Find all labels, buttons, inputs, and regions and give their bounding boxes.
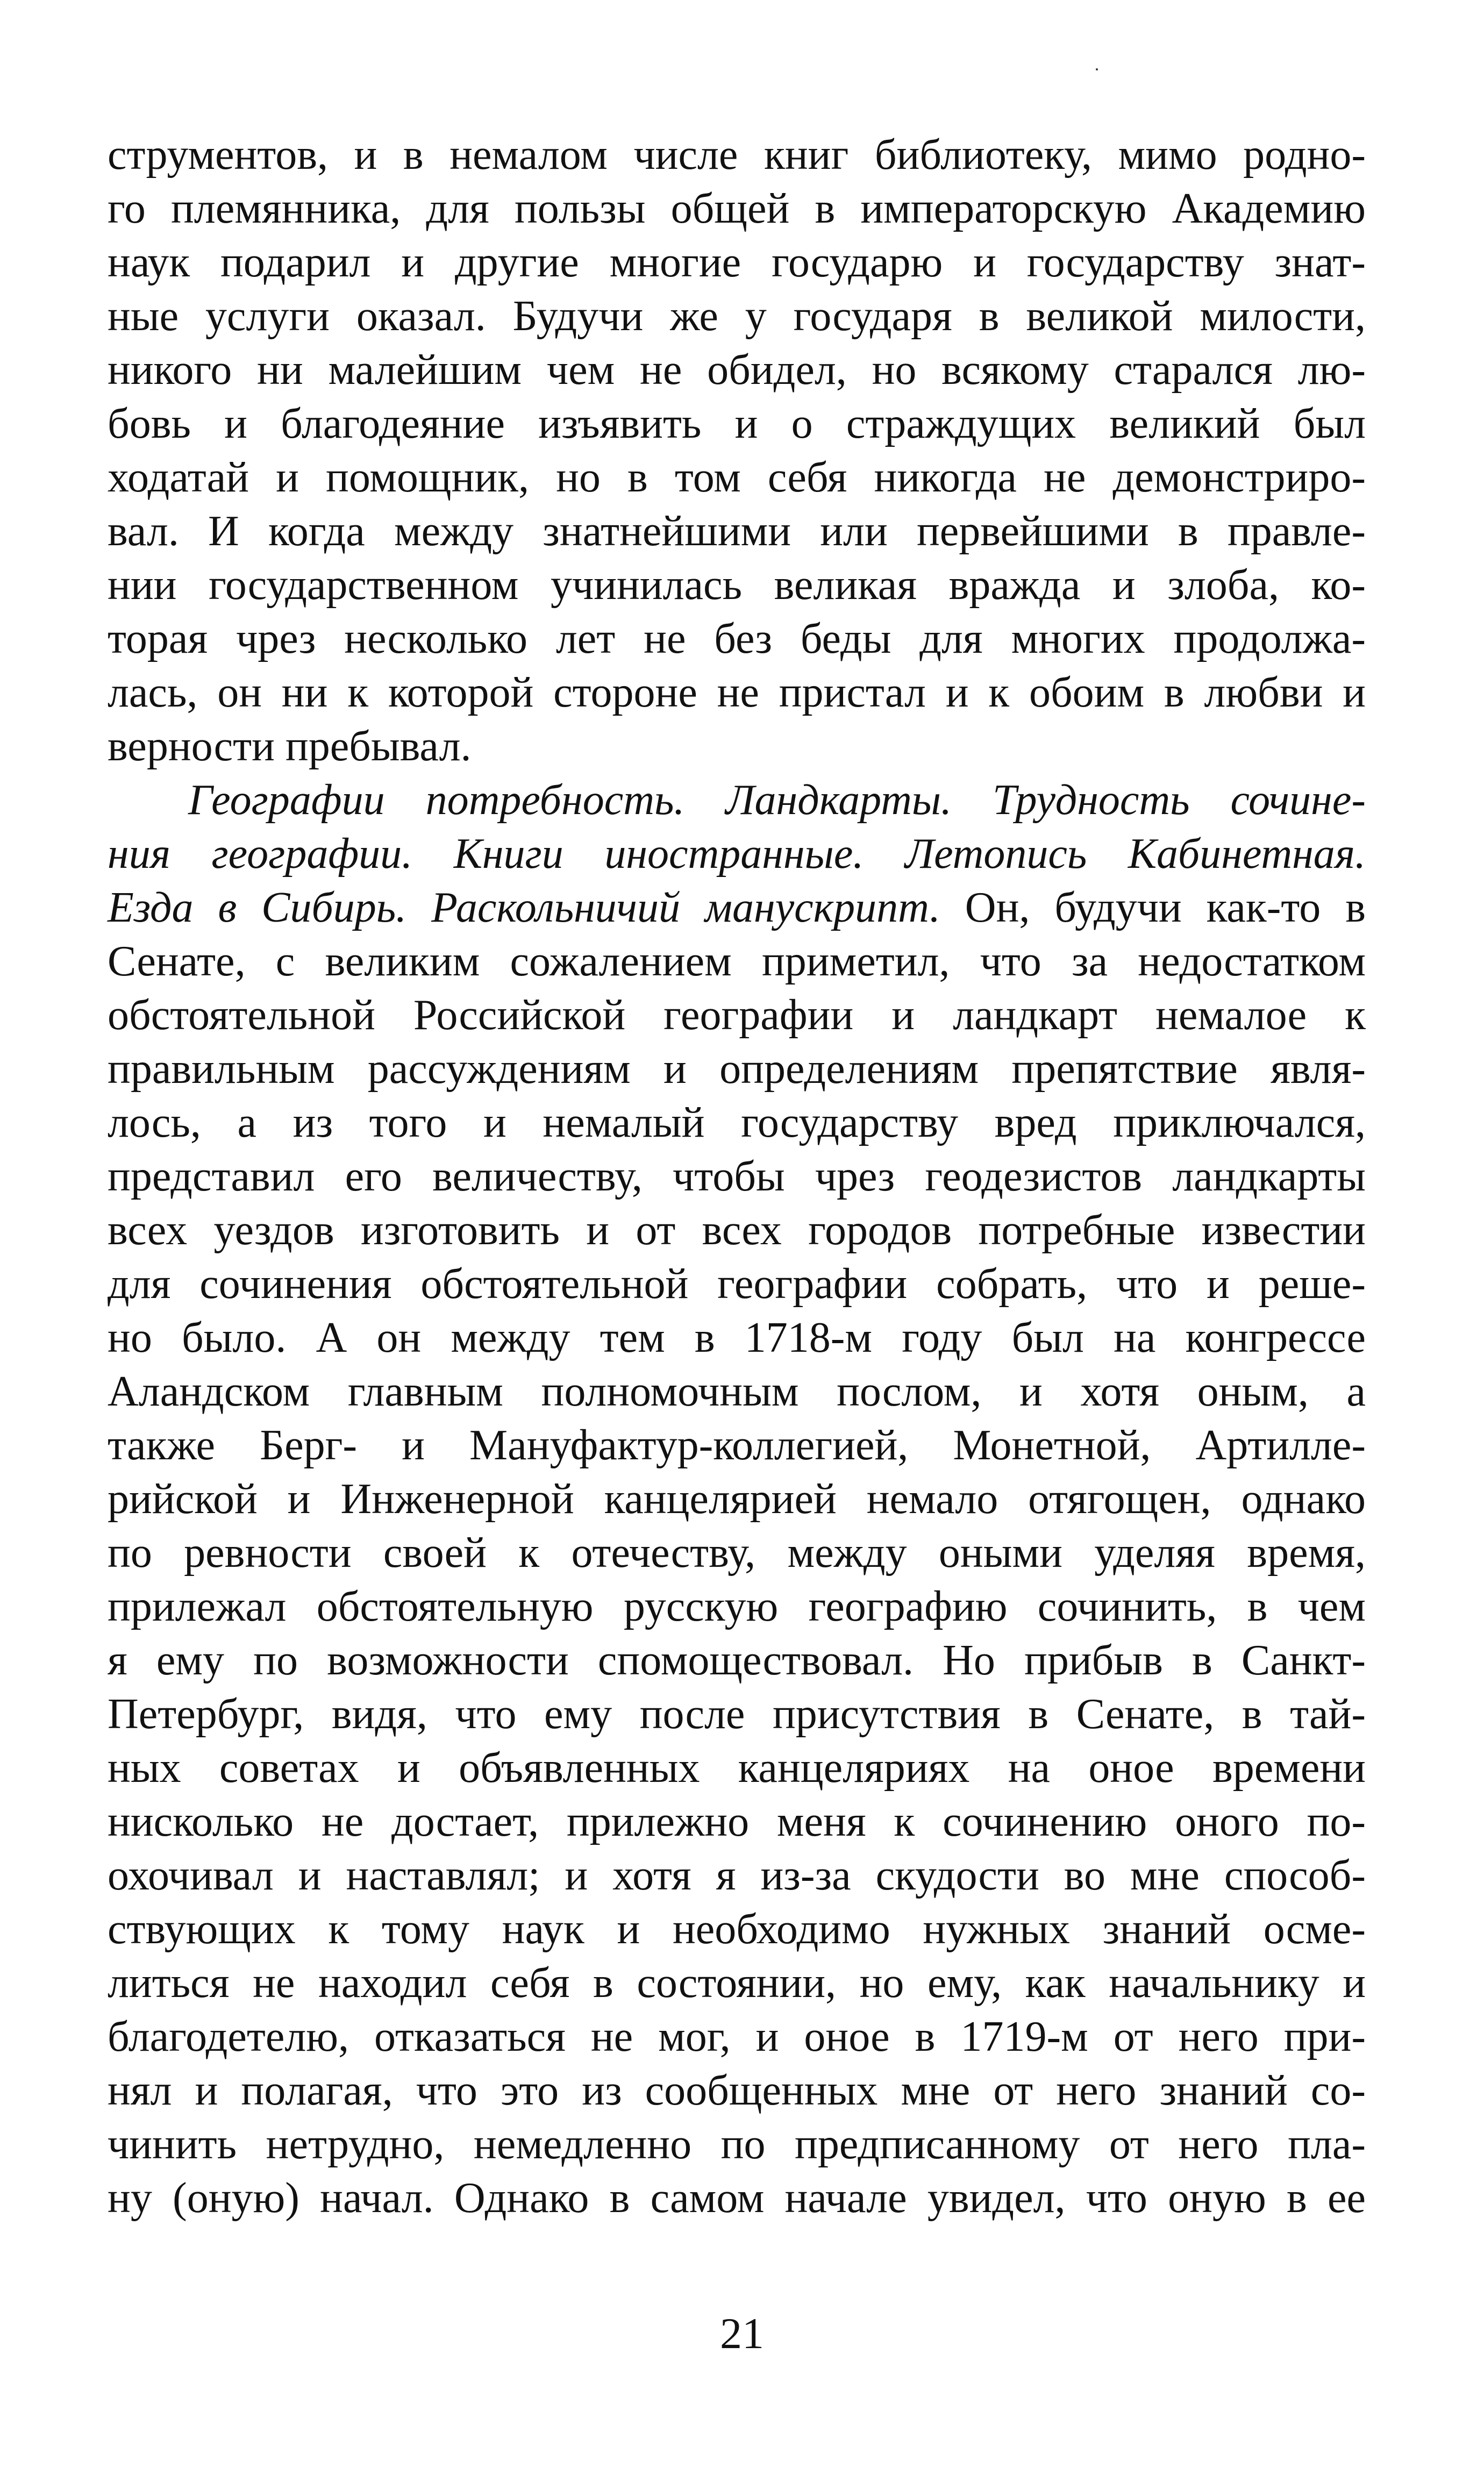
text-line [108, 1634, 1366, 1687]
text-line [108, 1418, 1366, 1472]
text-line [108, 236, 1366, 289]
page-number: 21 [720, 2309, 764, 2358]
text-segment: литься не находил себя в состоянии, но ему, как начальнику и [108, 1959, 1366, 2007]
text-segment: по ревности своей к отечеству, между оными уделяя время, [108, 1529, 1366, 1577]
text-segment: правильным рассуждениям и определениям препятствие явля- [108, 1045, 1366, 1093]
text-segment: ные услуги оказал. Будучи же у государя в великой милости, [108, 293, 1366, 340]
text-segment: ходатай и помощник, но в том себя никогда не демонстриро- [108, 454, 1366, 501]
text-segment: верности пребывал. [108, 723, 472, 770]
text-line [108, 2010, 1366, 2064]
text-line [108, 397, 1366, 451]
italic-heading-segment: Езда в Сибирь. Раскольничий манускрипт. [108, 884, 940, 931]
text-line [108, 2171, 1366, 2225]
text-line [108, 1311, 1366, 1365]
text-line [108, 773, 1366, 827]
text-segment: нии государственном учинилась великая вражда и злоба, ко- [108, 561, 1366, 609]
text-segment: охочивал и наставлял; и хотя я из-за скудости во мне способ- [108, 1852, 1366, 1899]
italic-heading-segment: Географии потребность. Ландкарты. Трудность сочине- [188, 776, 1366, 824]
italic-heading-segment: ния географии. Книги иностранные. Летопись Кабинетная. [108, 830, 1366, 878]
text-line [108, 1849, 1366, 1902]
text-line [108, 1526, 1366, 1580]
body-text [108, 128, 1366, 2225]
text-line [108, 1365, 1366, 1418]
text-segment: всех уездов изготовить и от всех городов потребные известии [108, 1207, 1366, 1254]
text-segment: никого ни малейшим чем не обидел, но всякому старался лю- [108, 346, 1366, 394]
text-segment: но было. А он между тем в 1718-м году был на конгрессе [108, 1314, 1366, 1361]
text-line [108, 504, 1366, 558]
text-line [108, 666, 1366, 719]
text-segment: Он, будучи как-то в [940, 884, 1366, 931]
text-segment: также Берг- и Мануфактур-коллегией, Монетной, Артилле- [108, 1422, 1366, 1469]
text-line [108, 1096, 1366, 1150]
text-segment: для сочинения обстоятельной географии собрать, что и реше- [108, 1260, 1366, 1308]
text-line [108, 1956, 1366, 2010]
text-segment: представил его величеству, чтобы чрез геодезистов ландкарты [108, 1153, 1366, 1200]
text-segment: торая чрез несколько лет не без беды для многих продолжа- [108, 615, 1366, 662]
text-segment: вал. И когда между знатнейшими или первейшими в правле- [108, 508, 1366, 555]
text-line [108, 1257, 1366, 1311]
text-segment: Сенате, с великим сожалением приметил, что за недостатком [108, 938, 1366, 985]
text-segment: ну (оную) начал. Однако в самом начале увидел, что оную в ее [108, 2174, 1366, 2222]
text-line [108, 182, 1366, 236]
text-line [108, 1902, 1366, 1956]
text-line [108, 451, 1366, 504]
text-segment: прилежал обстоятельную русскую географию сочинить, в чем [108, 1583, 1366, 1630]
text-segment: лась, он ни к которой стороне не пристал и к обоим в любви и [108, 669, 1366, 716]
text-line [108, 289, 1366, 343]
text-segment: бовь и благодеяние изъявить и о страждущих великий был [108, 400, 1366, 447]
text-line [108, 881, 1366, 935]
text-line [108, 2064, 1366, 2117]
text-segment: рийской и Инженерной канцелярией немало отягощен, однако [108, 1475, 1366, 1523]
text-line [108, 1203, 1366, 1257]
text-line [108, 343, 1366, 397]
text-line [108, 2117, 1366, 2171]
text-segment: Петербург, видя, что ему после присутствия в Сенате, в тай- [108, 1691, 1366, 1738]
text-segment: го племянника, для пользы общей в императорскую Академию [108, 185, 1366, 232]
text-line [108, 1042, 1366, 1096]
text-line [108, 1741, 1366, 1795]
text-line [108, 1580, 1366, 1634]
text-segment: я ему по возможности спомоществовал. Но прибыв в Санкт- [108, 1637, 1366, 1684]
text-segment: нисколько не достает, прилежно меня к сочинению оного по- [108, 1798, 1366, 1845]
text-segment: Аландском главным полномочным послом, и хотя оным, а [108, 1368, 1366, 1415]
text-line [108, 612, 1366, 666]
text-line [108, 827, 1366, 881]
text-line [108, 128, 1366, 182]
text-line [108, 1150, 1366, 1203]
text-segment: струментов, и в немалом числе книг библиотеку, мимо родно- [108, 131, 1366, 179]
text-line [108, 988, 1366, 1042]
text-line [108, 719, 1366, 773]
scan-speck [1096, 68, 1098, 70]
text-line [108, 1687, 1366, 1741]
text-segment: наук подарил и другие многие государю и государству знат- [108, 239, 1366, 286]
text-segment: чинить нетрудно, немедленно по предписанному от него пла- [108, 2121, 1366, 2168]
text-line [108, 1795, 1366, 1849]
text-line [108, 935, 1366, 988]
text-segment: ствующих к тому наук и необходимо нужных знаний осме- [108, 1906, 1366, 1953]
text-segment: обстоятельной Российской географии и ландкарт немалое к [108, 992, 1366, 1039]
text-segment: нял и полагая, что это из сообщенных мне от него знаний со- [108, 2067, 1366, 2114]
text-line [108, 1472, 1366, 1526]
text-segment: ных советах и объявленных канцеляриях на оное времени [108, 1744, 1366, 1792]
text-segment: лось, а из того и немалый государству вред приключался, [108, 1099, 1366, 1146]
text-segment: благодетелю, отказаться не мог, и оное в 1719-м от него при- [108, 2013, 1366, 2060]
text-line [108, 558, 1366, 612]
